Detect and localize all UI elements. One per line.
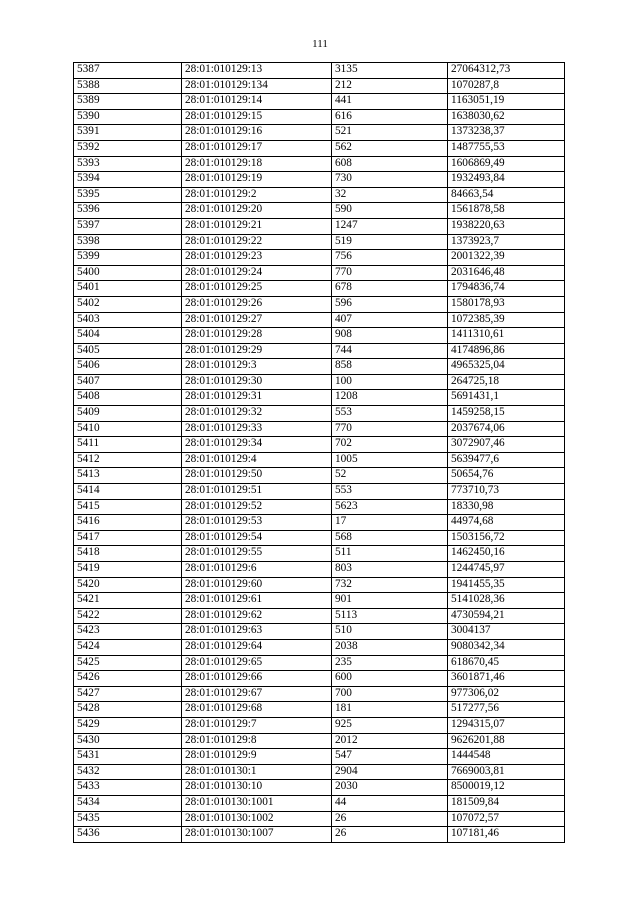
table-row [74, 827, 565, 843]
row-number-cell: 5430 [74, 733, 182, 749]
cost-cell: 3072907,46 [448, 437, 565, 453]
cost-cell: 1373923,7 [448, 234, 565, 250]
table-row [74, 717, 565, 733]
table-row [74, 515, 565, 531]
table-row [74, 359, 565, 375]
row-number-cell: 5396 [74, 203, 182, 219]
table-row [74, 795, 565, 811]
area-cell: 756 [332, 250, 448, 266]
table-body [74, 63, 565, 843]
area-cell: 2904 [332, 764, 448, 780]
row-number-cell: 5404 [74, 328, 182, 344]
table-row [74, 484, 565, 500]
row-number-cell: 5402 [74, 296, 182, 312]
table-row [74, 437, 565, 453]
cadastral-number-cell: 28:01:010129:16 [182, 125, 332, 141]
cost-cell: 1294315,07 [448, 717, 565, 733]
table-row [74, 63, 565, 79]
table-row [74, 172, 565, 188]
row-number-cell: 5391 [74, 125, 182, 141]
cadastral-number-cell: 28:01:010129:63 [182, 624, 332, 640]
table-row [74, 608, 565, 624]
area-cell: 441 [332, 94, 448, 110]
table-row [74, 593, 565, 609]
cost-cell: 4965325,04 [448, 359, 565, 375]
area-cell: 590 [332, 203, 448, 219]
cost-cell: 8500019,12 [448, 780, 565, 796]
row-number-cell: 5433 [74, 780, 182, 796]
area-cell: 510 [332, 624, 448, 640]
area-cell: 1247 [332, 218, 448, 234]
cost-cell: 107072,57 [448, 811, 565, 827]
row-number-cell: 5401 [74, 281, 182, 297]
cadastral-number-cell: 28:01:010130:1002 [182, 811, 332, 827]
row-number-cell: 5435 [74, 811, 182, 827]
row-number-cell: 5407 [74, 374, 182, 390]
table-row [74, 328, 565, 344]
cadastral-number-cell: 28:01:010129:25 [182, 281, 332, 297]
cadastral-number-cell: 28:01:010129:64 [182, 639, 332, 655]
row-number-cell: 5399 [74, 250, 182, 266]
area-cell: 3135 [332, 63, 448, 79]
cadastral-number-cell: 28:01:010129:66 [182, 671, 332, 687]
cost-cell: 1072385,39 [448, 312, 565, 328]
row-number-cell: 5413 [74, 468, 182, 484]
area-cell: 235 [332, 655, 448, 671]
cost-cell: 5141028,36 [448, 593, 565, 609]
cost-cell: 5691431,1 [448, 390, 565, 406]
cost-cell: 1373238,37 [448, 125, 565, 141]
cadastral-number-cell: 28:01:010129:15 [182, 109, 332, 125]
cost-cell: 2037674,06 [448, 421, 565, 437]
area-cell: 1208 [332, 390, 448, 406]
cadastral-number-cell: 28:01:010129:52 [182, 499, 332, 515]
row-number-cell: 5421 [74, 593, 182, 609]
cost-cell: 618670,45 [448, 655, 565, 671]
cost-cell: 50654,76 [448, 468, 565, 484]
cost-cell: 1941455,35 [448, 577, 565, 593]
table-row [74, 156, 565, 172]
table-row [74, 562, 565, 578]
row-number-cell: 5394 [74, 172, 182, 188]
row-number-cell: 5431 [74, 749, 182, 765]
row-number-cell: 5417 [74, 530, 182, 546]
table-row [74, 468, 565, 484]
row-number-cell: 5432 [74, 764, 182, 780]
cost-cell: 1932493,84 [448, 172, 565, 188]
table-row [74, 421, 565, 437]
area-cell: 596 [332, 296, 448, 312]
table-row [74, 546, 565, 562]
cost-cell: 773710,73 [448, 484, 565, 500]
cadastral-number-cell: 28:01:010129:33 [182, 421, 332, 437]
cost-cell: 1503156,72 [448, 530, 565, 546]
table-row [74, 811, 565, 827]
area-cell: 17 [332, 515, 448, 531]
area-cell: 744 [332, 343, 448, 359]
cost-cell: 1638030,62 [448, 109, 565, 125]
area-cell: 770 [332, 421, 448, 437]
row-number-cell: 5419 [74, 562, 182, 578]
row-number-cell: 5409 [74, 406, 182, 422]
table-row [74, 780, 565, 796]
cost-cell: 181509,84 [448, 795, 565, 811]
area-cell: 568 [332, 530, 448, 546]
table-row [74, 655, 565, 671]
cadastral-number-cell: 28:01:010129:30 [182, 374, 332, 390]
data-table [73, 62, 565, 843]
cost-cell: 107181,46 [448, 827, 565, 843]
cost-cell: 1487755,53 [448, 140, 565, 156]
area-cell: 600 [332, 671, 448, 687]
area-cell: 407 [332, 312, 448, 328]
area-cell: 511 [332, 546, 448, 562]
row-number-cell: 5393 [74, 156, 182, 172]
cost-cell: 1938220,63 [448, 218, 565, 234]
table-row [74, 577, 565, 593]
table-row [74, 109, 565, 125]
table-row [74, 312, 565, 328]
area-cell: 5113 [332, 608, 448, 624]
cost-cell: 1459258,15 [448, 406, 565, 422]
cadastral-number-cell: 28:01:010129:17 [182, 140, 332, 156]
area-cell: 858 [332, 359, 448, 375]
area-cell: 2030 [332, 780, 448, 796]
table-row [74, 296, 565, 312]
cadastral-number-cell: 28:01:010129:29 [182, 343, 332, 359]
cost-cell: 1580178,93 [448, 296, 565, 312]
cost-cell: 27064312,73 [448, 63, 565, 79]
table-row [74, 624, 565, 640]
cost-cell: 3601871,46 [448, 671, 565, 687]
cadastral-number-cell: 28:01:010129:65 [182, 655, 332, 671]
area-cell: 908 [332, 328, 448, 344]
cadastral-number-cell: 28:01:010129:26 [182, 296, 332, 312]
table-row [74, 281, 565, 297]
cadastral-number-cell: 28:01:010130:1 [182, 764, 332, 780]
cost-cell: 4730594,21 [448, 608, 565, 624]
cost-cell: 1163051,19 [448, 94, 565, 110]
area-cell: 732 [332, 577, 448, 593]
row-number-cell: 5410 [74, 421, 182, 437]
area-cell: 608 [332, 156, 448, 172]
table-row [74, 406, 565, 422]
row-number-cell: 5406 [74, 359, 182, 375]
cost-cell: 1070287,8 [448, 78, 565, 94]
area-cell: 730 [332, 172, 448, 188]
area-cell: 547 [332, 749, 448, 765]
row-number-cell: 5412 [74, 452, 182, 468]
area-cell: 702 [332, 437, 448, 453]
area-cell: 678 [332, 281, 448, 297]
row-number-cell: 5436 [74, 827, 182, 843]
row-number-cell: 5426 [74, 671, 182, 687]
cadastral-number-cell: 28:01:010129:24 [182, 265, 332, 281]
cadastral-number-cell: 28:01:010130:10 [182, 780, 332, 796]
page-number: 111 [312, 38, 328, 50]
cost-cell: 1462450,16 [448, 546, 565, 562]
table-row [74, 702, 565, 718]
table-row [74, 125, 565, 141]
table-row [74, 218, 565, 234]
cadastral-number-cell: 28:01:010129:54 [182, 530, 332, 546]
table-row [74, 234, 565, 250]
area-cell: 901 [332, 593, 448, 609]
row-number-cell: 5422 [74, 608, 182, 624]
cost-cell: 2031646,48 [448, 265, 565, 281]
area-cell: 1005 [332, 452, 448, 468]
cadastral-number-cell: 28:01:010129:4 [182, 452, 332, 468]
area-cell: 803 [332, 562, 448, 578]
row-number-cell: 5427 [74, 686, 182, 702]
row-number-cell: 5395 [74, 187, 182, 203]
cadastral-number-cell: 28:01:010129:9 [182, 749, 332, 765]
table-row [74, 343, 565, 359]
cadastral-number-cell: 28:01:010129:18 [182, 156, 332, 172]
row-number-cell: 5424 [74, 639, 182, 655]
cadastral-number-cell: 28:01:010129:22 [182, 234, 332, 250]
cost-cell: 7669003,81 [448, 764, 565, 780]
cadastral-number-cell: 28:01:010129:62 [182, 608, 332, 624]
table-row [74, 749, 565, 765]
cadastral-number-cell: 28:01:010129:19 [182, 172, 332, 188]
table-row [74, 764, 565, 780]
cadastral-number-cell: 28:01:010129:21 [182, 218, 332, 234]
row-number-cell: 5411 [74, 437, 182, 453]
table-row [74, 265, 565, 281]
area-cell: 925 [332, 717, 448, 733]
row-number-cell: 5414 [74, 484, 182, 500]
table-row [74, 686, 565, 702]
cadastral-number-cell: 28:01:010129:68 [182, 702, 332, 718]
cost-cell: 84663,54 [448, 187, 565, 203]
table-row [74, 671, 565, 687]
table-row [74, 94, 565, 110]
row-number-cell: 5397 [74, 218, 182, 234]
area-cell: 553 [332, 406, 448, 422]
table-row [74, 452, 565, 468]
table-row [74, 203, 565, 219]
cadastral-number-cell: 28:01:010129:14 [182, 94, 332, 110]
row-number-cell: 5428 [74, 702, 182, 718]
cadastral-number-cell: 28:01:010129:32 [182, 406, 332, 422]
cost-cell: 1794836,74 [448, 281, 565, 297]
area-cell: 700 [332, 686, 448, 702]
cadastral-number-cell: 28:01:010129:34 [182, 437, 332, 453]
cadastral-number-cell: 28:01:010129:50 [182, 468, 332, 484]
cadastral-number-cell: 28:01:010129:67 [182, 686, 332, 702]
row-number-cell: 5425 [74, 655, 182, 671]
cost-cell: 9080342,34 [448, 639, 565, 655]
cadastral-number-cell: 28:01:010129:61 [182, 593, 332, 609]
table-row [74, 733, 565, 749]
area-cell: 616 [332, 109, 448, 125]
row-number-cell: 5408 [74, 390, 182, 406]
table-row [74, 390, 565, 406]
row-number-cell: 5400 [74, 265, 182, 281]
table-row [74, 78, 565, 94]
row-number-cell: 5398 [74, 234, 182, 250]
cadastral-number-cell: 28:01:010129:6 [182, 562, 332, 578]
area-cell: 553 [332, 484, 448, 500]
row-number-cell: 5405 [74, 343, 182, 359]
cadastral-number-cell: 28:01:010129:3 [182, 359, 332, 375]
table-row [74, 530, 565, 546]
area-cell: 2038 [332, 639, 448, 655]
cadastral-number-cell: 28:01:010129:8 [182, 733, 332, 749]
table-row [74, 187, 565, 203]
cadastral-number-cell: 28:01:010129:23 [182, 250, 332, 266]
row-number-cell: 5392 [74, 140, 182, 156]
cadastral-number-cell: 28:01:010129:7 [182, 717, 332, 733]
area-cell: 26 [332, 811, 448, 827]
cost-cell: 1444548 [448, 749, 565, 765]
cost-cell: 1244745,97 [448, 562, 565, 578]
cadastral-number-cell: 28:01:010129:13 [182, 63, 332, 79]
area-cell: 26 [332, 827, 448, 843]
area-cell: 519 [332, 234, 448, 250]
cost-cell: 5639477,6 [448, 452, 565, 468]
area-cell: 44 [332, 795, 448, 811]
area-cell: 32 [332, 187, 448, 203]
cadastral-number-cell: 28:01:010129:31 [182, 390, 332, 406]
cadastral-number-cell: 28:01:010129:28 [182, 328, 332, 344]
cadastral-number-cell: 28:01:010129:2 [182, 187, 332, 203]
cadastral-number-cell: 28:01:010129:134 [182, 78, 332, 94]
row-number-cell: 5415 [74, 499, 182, 515]
cost-cell: 9626201,88 [448, 733, 565, 749]
area-cell: 100 [332, 374, 448, 390]
cadastral-number-cell: 28:01:010129:60 [182, 577, 332, 593]
cadastral-number-cell: 28:01:010129:55 [182, 546, 332, 562]
table-row [74, 140, 565, 156]
area-cell: 5623 [332, 499, 448, 515]
table-row [74, 250, 565, 266]
area-cell: 521 [332, 125, 448, 141]
area-cell: 181 [332, 702, 448, 718]
cadastral-number-cell: 28:01:010129:20 [182, 203, 332, 219]
area-cell: 212 [332, 78, 448, 94]
cost-cell: 3004137 [448, 624, 565, 640]
cost-cell: 1606869,49 [448, 156, 565, 172]
cost-cell: 18330,98 [448, 499, 565, 515]
row-number-cell: 5387 [74, 63, 182, 79]
table-row [74, 374, 565, 390]
row-number-cell: 5403 [74, 312, 182, 328]
area-cell: 770 [332, 265, 448, 281]
cadastral-number-cell: 28:01:010130:1007 [182, 827, 332, 843]
area-cell: 52 [332, 468, 448, 484]
cadastral-number-cell: 28:01:010129:51 [182, 484, 332, 500]
cost-cell: 264725,18 [448, 374, 565, 390]
row-number-cell: 5416 [74, 515, 182, 531]
table-row [74, 499, 565, 515]
cadastral-number-cell: 28:01:010130:1001 [182, 795, 332, 811]
cost-cell: 44974,68 [448, 515, 565, 531]
row-number-cell: 5389 [74, 94, 182, 110]
cadastral-number-cell: 28:01:010129:27 [182, 312, 332, 328]
cost-cell: 977306,02 [448, 686, 565, 702]
cost-cell: 1411310,61 [448, 328, 565, 344]
row-number-cell: 5390 [74, 109, 182, 125]
cadastral-number-cell: 28:01:010129:53 [182, 515, 332, 531]
cost-cell: 4174896,86 [448, 343, 565, 359]
row-number-cell: 5423 [74, 624, 182, 640]
row-number-cell: 5418 [74, 546, 182, 562]
area-cell: 2012 [332, 733, 448, 749]
cost-cell: 517277,56 [448, 702, 565, 718]
area-cell: 562 [332, 140, 448, 156]
table-row [74, 639, 565, 655]
cost-cell: 2001322,39 [448, 250, 565, 266]
row-number-cell: 5434 [74, 795, 182, 811]
row-number-cell: 5429 [74, 717, 182, 733]
row-number-cell: 5420 [74, 577, 182, 593]
row-number-cell: 5388 [74, 78, 182, 94]
cost-cell: 1561878,58 [448, 203, 565, 219]
